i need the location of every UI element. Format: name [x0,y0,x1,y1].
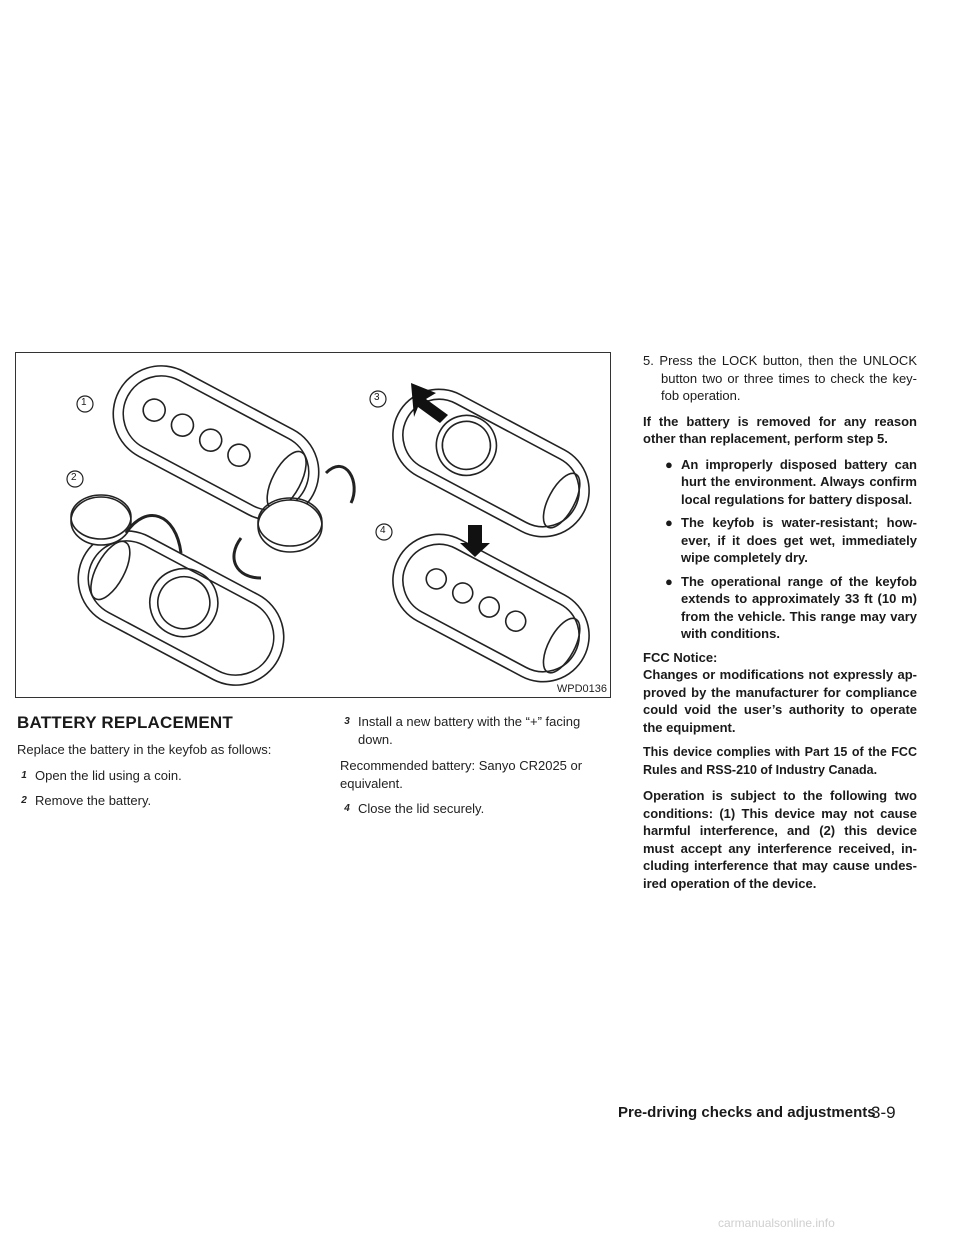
step-text: Open the lid using a coin. [35,768,182,783]
battery-removed-note: If the battery is removed for any reason other than replacement, perform step 5. [643,413,917,446]
figure-code: WPD0136 [556,683,607,695]
bullet-dot-icon: ● [665,515,673,530]
callout-4: 4 [380,525,386,536]
complies-text: This device complies with Part 15 of the FCC Rules and RSS-210 of Industry Canada. [643,745,917,777]
step-5: 5. Press the LOCK button, then the UNLOCK button two or three times to check the key-fob operation. [643,353,917,403]
step-number: 3 [344,716,350,727]
step-text: Remove the battery. [35,793,152,808]
page-number: 3-9 [871,1103,896,1122]
operation-text: Operation is subject to the following two conditions: (1) This device may not cause harmful interference, and (2) this device must accept any interference received, in-cluding interference that may cause undes-ired operation of the device. [643,788,917,891]
callout-3: 3 [374,392,380,403]
section-heading: BATTERY REPLACEMENT [17,713,233,732]
right-column [643,352,917,900]
callout-1: 1 [81,397,87,408]
step-number: 1 [21,770,27,781]
bullet-range [643,573,917,643]
step-text-line1: Install a new battery with the “+” facing [358,714,581,729]
keyfob-open-3 [377,373,606,553]
bullet-dot-icon: ● [665,573,673,589]
bullet-disposal [643,456,917,509]
fcc-title: FCC Notice: [643,649,718,665]
bullet-dot-icon: ● [665,456,673,472]
battery-removed [71,495,131,545]
bullet-text: An improperly disposed battery can hurt the environment. Always confirm local regulations for battery disposal. [681,456,917,507]
recommended-battery-line2: equivalent. [340,776,403,791]
callout-2: 2 [71,472,77,483]
step-3-line2: down. [358,732,393,747]
keyfob-closed-4 [377,518,606,698]
step-text: Close the lid securely. [358,801,485,816]
intro-text: Replace the battery in the keyfob as follows: [17,742,272,757]
bullet-text: The keyfob is water-resistant; how-ever, if it does get wet, immediately wipe completely dry. [681,515,917,565]
bullet-text: The operational range of the keyfob extends to approximately 33 ft (10 m) from the vehicle. This range may vary with conditions. [681,573,917,641]
keyfob-illustration [15,352,611,698]
keyfob-drawing [16,353,611,698]
watermark: carmanualsonline.info [718,1216,835,1230]
fcc-text: Changes or modifications not expressly ap-proved by the manufacturer for compliance could void the user’s authority to operate the equipment. [643,667,917,735]
footer-section-title: Pre-driving checks and adjustments [618,1104,876,1121]
step-number: 2 [21,795,27,806]
bullet-water-resistant [643,514,917,567]
step-number: 4 [344,803,350,814]
recommended-battery-line1: Recommended battery: Sanyo CR2025 or [340,758,583,773]
